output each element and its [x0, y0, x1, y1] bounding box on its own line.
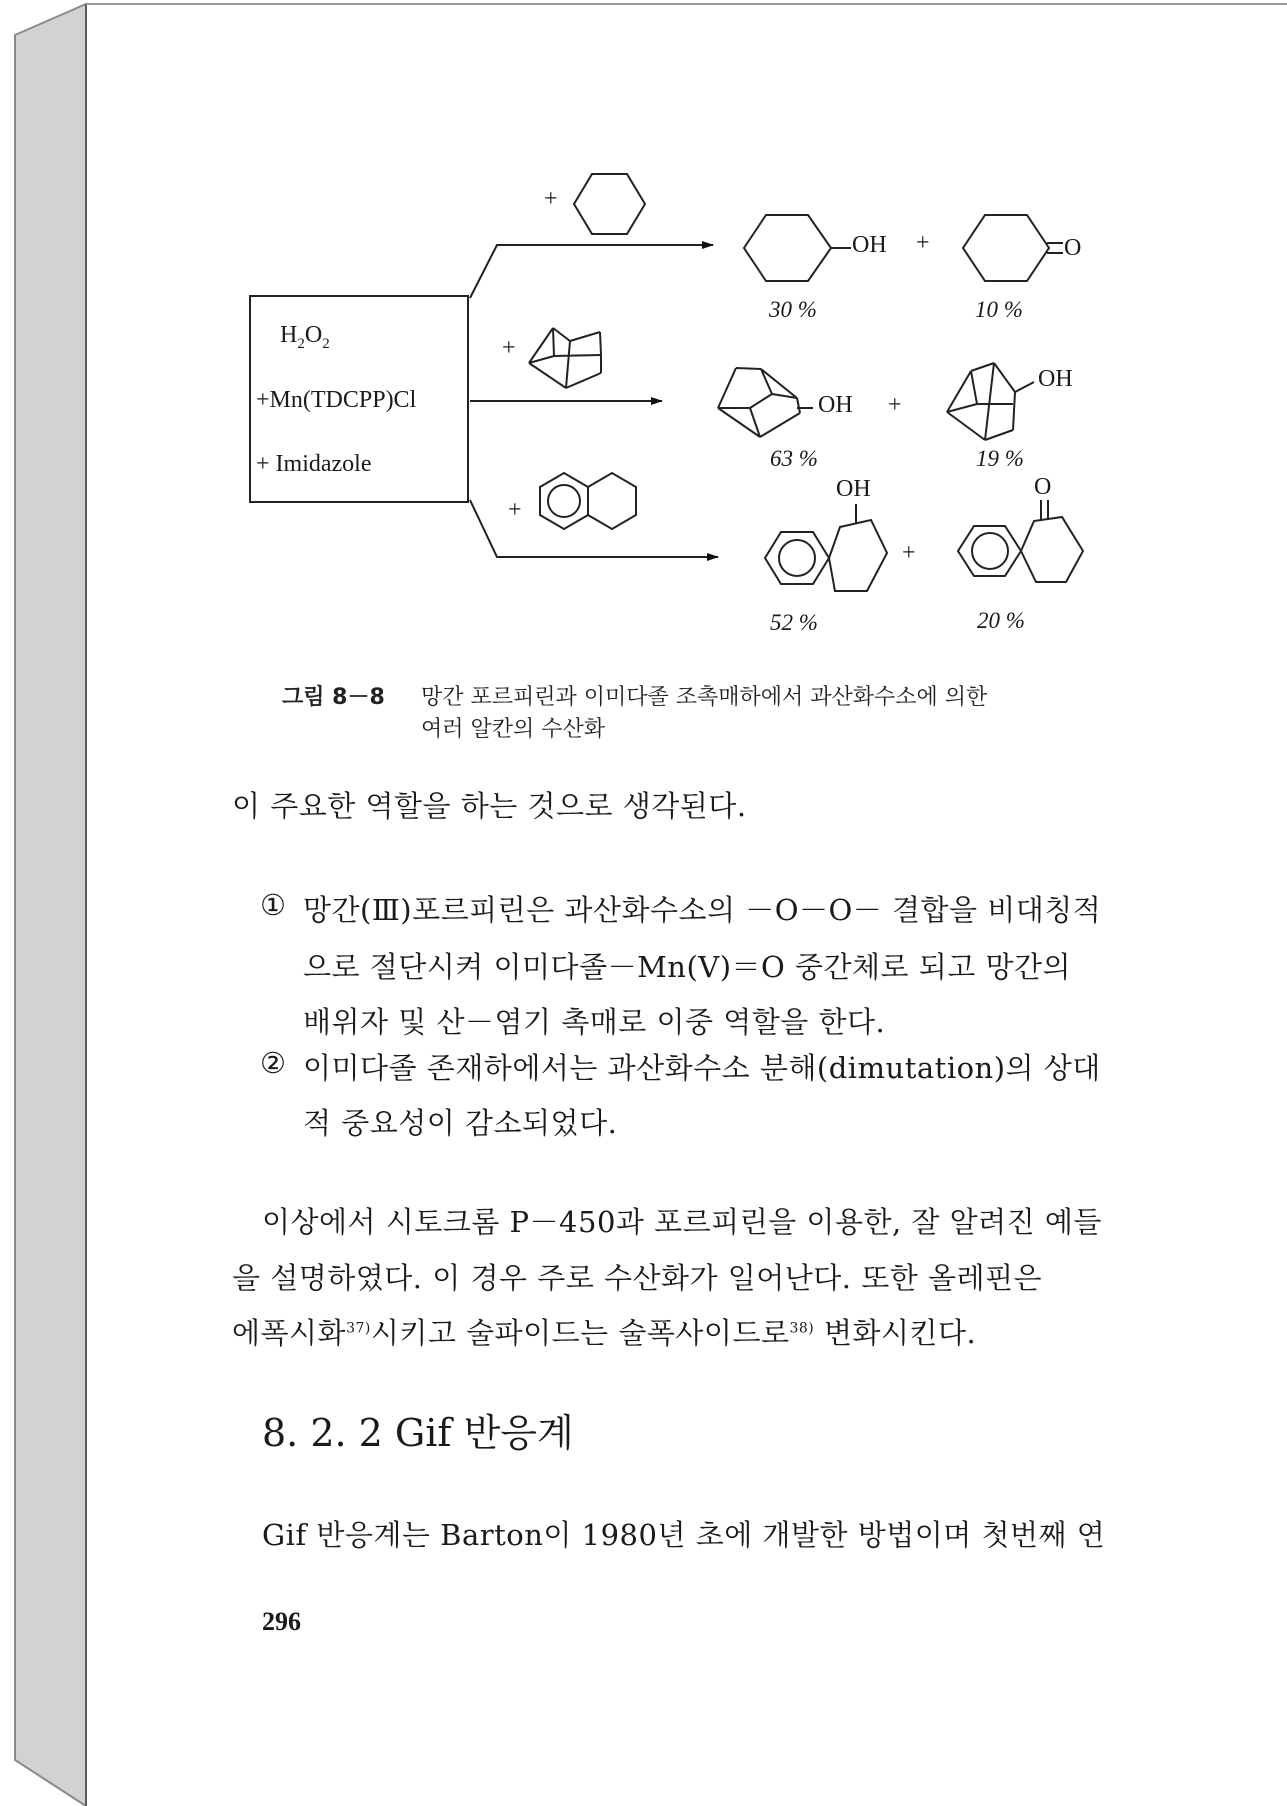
plus-row1: + — [916, 230, 930, 256]
list-item-1-marker: ① — [260, 888, 287, 922]
plus-row2: + — [888, 392, 902, 418]
yield-adamantanol-1: 63 % — [770, 446, 818, 471]
plus-row3: + — [902, 540, 916, 566]
section-heading: 8. 2. 2 Gif 반응계 — [262, 1411, 574, 1455]
tetralin-icon — [540, 473, 636, 529]
plus-tetralin: + — [508, 497, 522, 523]
oh-cyclohexanol: OH — [852, 232, 887, 258]
page-number: 296 — [262, 1607, 301, 1636]
yield-cyclohexanol: 30 % — [769, 297, 817, 322]
oh-adamantanol-1: OH — [818, 392, 853, 418]
paragraph-line3: 에폭시화$^{37)}$시키고 술파이드는 술폭사이드로$^{38)}$ 변화시킨다. — [232, 1316, 977, 1350]
reference-37: 37) — [346, 1320, 371, 1337]
cyclohexane-icon — [574, 174, 645, 234]
o-cyclohexanone: O — [1064, 235, 1082, 261]
yield-tetralol: 52 % — [770, 610, 818, 635]
reagent-catalyst: +Mn(TDCPP)Cl — [256, 387, 417, 413]
plus-cyclohexane: + — [544, 186, 558, 212]
oh-tetralol: OH — [836, 476, 871, 502]
o-tetralone: O — [1034, 474, 1052, 500]
cyclohexanol-icon — [744, 215, 851, 281]
oh-adamantanol-2: OH — [1038, 366, 1073, 392]
tetralol-icon — [765, 504, 887, 591]
cyclohexanone-icon — [963, 215, 1063, 281]
paragraph-continuation: 이 주요한 역할을 하는 것으로 생각된다. — [232, 789, 747, 823]
tetralone-icon — [958, 500, 1083, 582]
paragraph-gif: Gif 반응계는 Barton이 1980년 초에 개발한 방법이며 첫번째 연 — [262, 1518, 1106, 1552]
reference-38: 38) — [789, 1320, 815, 1337]
adamantanol-2-icon — [947, 363, 1034, 440]
figure-caption-number: 그림 8－8 — [282, 685, 385, 710]
adamantane-icon — [529, 328, 601, 388]
paragraph-line1: 이상에서 시토크롬 P－450과 포르피린을 이용한, 잘 알려진 예들 — [262, 1205, 1102, 1239]
yield-cyclohexanone: 10 % — [975, 297, 1023, 322]
list-item-2-line1: 이미다졸 존재하에서는 과산화수소 분해(dimutation)의 상대 — [303, 1051, 1101, 1085]
yield-tetralone: 20 % — [977, 608, 1025, 633]
list-item-2-line2: 적 중요성이 감소되었다. — [303, 1106, 618, 1140]
paragraph-line2: 을 설명하였다. 이 경우 주로 수산화가 일어난다. 또한 올레핀은 — [232, 1261, 1043, 1295]
reagent-imidazole: + Imidazole — [256, 451, 372, 477]
reagent-h2o2: $H_2O_2$ — [280, 322, 330, 352]
list-item-1-line3: 배위자 및 산－염기 촉매로 이중 역할을 한다. — [303, 1005, 886, 1039]
adamantanol-1-icon — [718, 368, 813, 437]
figure-caption-line2: 여러 알칸의 수산화 — [421, 717, 606, 742]
arrow-top — [470, 245, 713, 298]
yield-adamantanol-2: 19 % — [976, 446, 1024, 471]
list-item-1-line2: 으로 절단시켜 이미다졸－Mn(V)＝O 중간체로 되고 망간의 — [303, 950, 1072, 984]
reaction-scheme — [0, 0, 1287, 640]
list-item-1-line1: 망간(Ⅲ)포르피린은 과산화수소의 －O－O－ 결합을 비대칭적 — [303, 893, 1102, 927]
figure-caption-line1: 망간 포르피린과 이미다졸 조촉매하에서 과산화수소에 의한 — [421, 685, 988, 710]
list-item-2-marker: ② — [260, 1046, 287, 1080]
plus-adamantane: + — [502, 335, 516, 361]
